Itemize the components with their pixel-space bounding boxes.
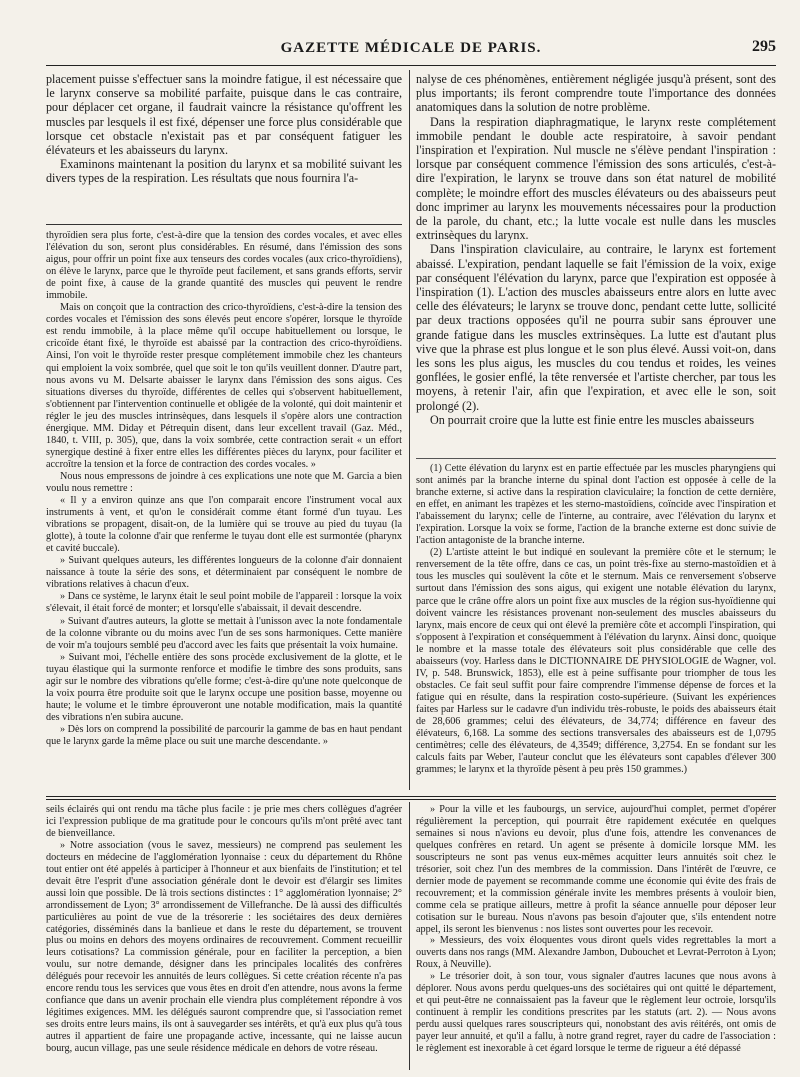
column-rule bbox=[46, 224, 402, 225]
small-paragraph: » Pour la ville et les faubourgs, un service, aujourd'hui complet, permet d'opérer régulièrement la perception, qui pourrait être rapidement exécutée en quelques semaines si nous n'avions eu devoir, plus d'une fois, attendre les convenances de quelques confrères en retard. Un agent se présente à domicile lorsque MM. les souscripteurs ne sont pas venus eux-mêmes acquitter leurs annuités soit chez le trésorier, soit chez l'un des membres de la commission. Dans l'intérêt de l'œuvre, ce dernier mode de payement se recommande comme une économie qui évite des frais de recouvrement; et la commission générale invite les membres présents à vouloir bien, comme cela se pratique ailleurs, mettre à profit la séance annuelle pour déposer leur cotisation sur le bureau. Nous n'avons pas besoin d'ajouter que, s'ils entendent notre appel, ils seront les bienvenus : nos listes sont ouvertes pour les recevoir. bbox=[416, 804, 776, 935]
small-paragraph: » Notre association (vous le savez, messieurs) ne comprend pas seulement les docteurs en médecine de l'agglomération lyonnaise : ceux du département du Rhône tout entier ont été appelés à participer à l'honneur et aux bienfaits de l'institution; et tel devait être l'esprit d'une association générale dont le devoir est d'élargir ses limites aussi loin que possible. De là trois sections distinctes : 1° agglomération lyonnaise; 2° arrondissement de Lyon; 3° arrondissement de Villefranche. De là aussi des difficultés particulières au point de vue de la trésorerie : les sociétaires des deux dernières catégories, disséminés dans la banlieue et dans le reste du département, se trouvent plus ou moins en dehors des moyens ordinaires de recouvrement. Comment recueillir leurs cotisations? La commission générale, pour en faciliter la perception, a bien voulu, sur notre demande, désigner dans les principales localités des confrères délégués pour recevoir les annuités de leurs collègues. Si cette création récente n'a pas encore rendu tous les services que vous êtes en droit d'en attendre, nous avons la ferme confiance que dans un avenir prochain elle viendra plus complétement répondre à vos légitimes exigences. MM. les délégués sauront comprendre que, si l'association remet ses droits entre leurs mains, ils ont à sauvegarder ses intérêts, et qu'à eux plus qu'à tous autres il appartient de faire une propagande active, incessante, qui ne laisse aucun bourg, aucun village, pas une seule résidence médicale en dehors de votre réseau. bbox=[46, 839, 402, 1055]
section-rule bbox=[46, 796, 776, 797]
small-paragraph: seils éclairés qui ont rendu ma tâche plus facile : je prie mes chers collègues d'agréer ici l'expression publique de ma gratitude pour le concours qu'ils m'ont prêté avec tant de bienveillance. bbox=[46, 804, 402, 839]
top-left-small-column bbox=[46, 230, 402, 748]
footnote-rule bbox=[416, 458, 776, 459]
section-rule bbox=[46, 799, 776, 800]
small-paragraph: Nous nous empressons de joindre à ces explications une note que M. Garcia a bien voulu nous remettre : bbox=[46, 470, 402, 494]
body-paragraph: Dans l'inspiration claviculaire, au contraire, le larynx est fortement abaissé. L'expiration, pendant laquelle se fait l'émission de la voix, exige par conséquent l'élévation du larynx, parce que l'expiration est opposée à l'inspiration (1). L'action des muscles abaisseurs entre alors en lutte avec celle des élévateurs; le larynx se trouve donc, pendant cette lutte, sollicité par deux tractions opposées qu'il ne pourra subir sans éprouver une grande fatigue dans les muscles extrinsèques. La lutte est d'autant plus vive que la phrase est plus longue et le son plus élevé. Aussi voit-on, dans les sons les plus aigus, les muscles du cou tendus et roides, les veines gonflées, le gosier enflé, la tête renversée et l'artiste chercher, par tous les moyens, à retenir l'air, afin que l'expiration, et avec elle le son, soit prolongé (2). bbox=[416, 242, 776, 413]
small-paragraph: » Messieurs, des voix éloquentes vous diront quels vides regrettables la mort a ouverts dans nos rangs (MM. Alexandre Jambon, Dubouchet et Levrat-Perroton à Lyon; Roux, à Neuville). bbox=[416, 935, 776, 971]
body-paragraph: placement puisse s'effectuer sans la moindre fatigue, il est nécessaire que le larynx conserve sa mobilité parfaite, puisque dans le cas contraire, pour déplacer cet organe, il faudrait vaincre la résistance qu'offrent les muscles par lesquels il est fixé, dépenser une force plus considérable que lorsque cet obstacle n'existait pas et par conséquent fatiguer les élévateurs et les abaisseurs du larynx. bbox=[46, 72, 402, 158]
page-number: 295 bbox=[752, 38, 776, 55]
body-paragraph: Dans la respiration diaphragmatique, le larynx reste complétement immobile pendant le double acte respiratoire, à savoir pendant l'inspiration et l'expiration. Nul muscle ne s'élève pendant l'inspiration : lorsque par conséquent commence l'émission des sons articulés, c'est-à-dire l'expiration, le larynx se trouve dans son état naturel de mobilité complète; le moindre effort des muscles élévateurs ou des abaisseurs peut donc imprimer au larynx les mouvements nécessaires pour la production de la parole, du chant, etc.; la lutte vocale est nulle dans les muscles extrinsèques du larynx. bbox=[416, 114, 776, 243]
page-header bbox=[46, 40, 776, 62]
header-rule bbox=[46, 65, 776, 66]
small-paragraph: » Dans ce système, le larynx était le seul point mobile de l'appareil : lorsque la voix s'élevait, il était forcé de monter; et lorsqu'elle s'abaissait, il devait descendre. bbox=[46, 591, 402, 615]
small-paragraph: » Suivant quelques auteurs, les différentes longueurs de la colonne d'air donnaient naissance à toute la série des sons, et déterminaient par conséquent le nombre de vibrations relatives à chacun d'eux. bbox=[46, 555, 402, 591]
top-left-body-column bbox=[46, 72, 402, 186]
bottom-left-column bbox=[46, 804, 402, 1055]
small-paragraph: « Il y a environ quinze ans que l'on comparait encore l'instrument vocal aux instruments à vent, et qu'on le considérait comme étant formé d'un tuyau. Les vibrations se propagent, disait-on, de la lumière qui se trouve au pied du tuyau (la glotte), à toute la colonne d'air que renferme le tuyau dont elle est surmontée (pharynx et cavité buccale). bbox=[46, 495, 402, 555]
journal-page bbox=[46, 40, 776, 1070]
top-right-body-column bbox=[416, 72, 776, 427]
small-paragraph: Mais on conçoit que la contraction des crico-thyroïdiens, c'est-à-dire la tension des cordes vocales et l'émission des sons élevés peut encore s'opérer, lorsque le thyroïde est rendu immobile, à la place même qu'il occupe habituellement ou lorsque, le cricoïde étant fixé, le thyroïde est abaissé par la contraction des crico-thyroïdiens. Ainsi, l'on voit le thyroïde rester presque complétement immobile chez les chanteurs qui emploient la voix sombrée, quel que soit le ton qu'ils veuillent donner. D'autre part, nous avons vu M. Delsarte abaisser le larynx dans l'émission des sons aigus. Ces situations diverses du thyroïde, différentes de celles qui s'observent habituellement, s'obtiennent par l'intervention continuelle et obligée de la volonté, qui doit maintenir et régler le jeu des muscles intrinsèques, dans lesquels il s'opère alors une contraction énergique. MM. Diday et Pétrequin disent, dans leur excellent travail (Gaz. Méd., 1840, t. VIII, p. 305), que, dans la voix sombrée, cette contraction serait « un effort synergique destiné à fixer entre elles les différentes pièces du larynx, pour faciliter et accroître la tension et la force de contraction des cordes vocales. » bbox=[46, 302, 402, 470]
journal-title: GAZETTE MÉDICALE DE PARIS. bbox=[280, 40, 542, 56]
column-separator bbox=[409, 70, 410, 790]
footnote: (1) Cette élévation du larynx est en partie effectuée par les muscles pharyngiens qui sont animés par la branche interne du spinal dont l'action est opposée à celle de la branche externe, si active dans la respiration claviculaire; la fonction de cette dernière, en effet, en animant les trapèzes et les sterno-mastoïdiens, coïncide avec l'inspiration et l'abaissement du larynx; celle de l'interne, au contraire, avec l'élévation du larynx et l'expiration. Lorsque la voix se forme, l'action de la branche externe est donc suivie de l'action antagoniste de la branche interne. bbox=[416, 463, 776, 547]
footnote: (2) L'artiste atteint le but indiqué en soulevant la première côte et le sternum; le renversement de la tête offre, dans ce cas, un point très-fixe au sterno-mastoïdien et à tous les muscles qui soulèvent la côte et le sternum. Mais ce renversement s'observe surtout dans l'émission des sons aigus, qui exigent une notable élévation du larynx, parce que le crâne offre alors un point fixe aux muscles de la région sus-hyoïdienne qui doivent vaincre les résistances provenant non-seulement des muscles abaisseurs du larynx, mais encore de ceux qui ont élevé la première côte et accompli l'inspiration, qui s'opposent à l'expiration et conséquemment à l'élévation du larynx. Ainsi donc, quoique le nombre et la masse totale des élévateurs soit plus considérable que celle des abaisseurs (voy. Harless dans le DICTIONNAIRE DE PHYSIOLOGIE de Wagner, vol. IV, p. 548. Brunswick, 1853), elle est à peine suffisante pour triompher de tous les obstacles. Ce fait seul suffit pour faire comprendre l'immense dépense de forces et la fatigue qui en résulte, dans la respiration costo-supérieure. (Suivant les expériences faites par Harless sur le cadavre d'un individu très-robuste, le poids des abaisseurs était de 28,606 grammes; celui des élévateurs, de 34,774; différence en faveur des élévateurs, 6,168. La somme des sections transversales des abaisseurs est de 1,0795 centimètres; celle des élévateurs, de 4,3549; différence, 3,2754. En se fondant sur les calculs faits par Weber, l'auteur conclut que les élévateurs sont capables d'élever 300 grammes; le larynx et la thyroïde pèsent à peu près 150 grammes.) bbox=[416, 547, 776, 776]
small-paragraph: thyroïdien sera plus forte, c'est-à-dire que la tension des cordes vocales, et avec elles l'élévation du son, seront plus considérables. En résumé, dans l'émission des sons aigus, pour offrir un point fixe aux tenseurs des cordes vocales (aux crico-thyroïdiens), on élève le larynx, parce que le thyroïde peut facilement, et sans grands efforts, servir de point fixe, à cause de la grande quantité des muscles qui peuvent le rendre immobile. bbox=[46, 230, 402, 302]
small-paragraph: » Dès lors on comprend la possibilité de parcourir la gamme de bas en haut pendant que le larynx garde la même place ou suit une marche descendante. » bbox=[46, 723, 402, 747]
small-paragraph: » Suivant d'autres auteurs, la glotte se mettait à l'unisson avec la note fondamentale de la colonne vibrante ou du moins avec l'un de ses sons harmoniques. Cette manière de voir m'a toujours semblé peu d'accord avec les faits que présentait la voix humaine. bbox=[46, 615, 402, 651]
body-paragraph: Examinons maintenant la position du larynx et sa mobilité suivant les divers types de la respiration. Les résultats que nous fournira l'a- bbox=[46, 157, 402, 186]
footnotes-column bbox=[416, 463, 776, 776]
bottom-right-column bbox=[416, 804, 776, 1055]
small-paragraph: » Suivant moi, l'échelle entière des sons procède exclusivement de la glotte, et le tuyau élastique qui la surmonte renforce et modifie le timbre des sons produits, sans agir sur le nombre des vibrations qu'elle forme; c'est-à-dire qu'une note quelconque de la voix pourra être produite soit que le larynx occupe une position basse, moyenne ou haute; le volume et le timbre éprouveront une notable modification, mais la quantité des vibrations n'en subira aucune. bbox=[46, 651, 402, 723]
body-paragraph: nalyse de ces phénomènes, entièrement négligée jusqu'à présent, sont des plus importants; ils feront comprendre toute l'importance des données anatomiques dans la solution de notre problème. bbox=[416, 72, 776, 115]
column-separator bbox=[409, 802, 410, 1070]
small-paragraph: » Le trésorier doit, à son tour, vous signaler d'autres lacunes que nous avons à déplorer. Nous avons perdu quelques-uns des sociétaires qui ont quitté le département, et qui peut-être ne connaissaient pas la faveur que le règlement leur octroie, lorsqu'ils continuent à remplir les conditions prescrites par les statuts (art. 2). — Nous avons perdu aussi quelques rares souscripteurs qui, nonobstant des avis réitérés, ont omis de payer leur annuité, et qu'il a fallu, à notre grand regret, rayer du cadre de l'association : le règlement est inexorable à cet égard lorsque le terme de rigueur a été dépassé bbox=[416, 971, 776, 1055]
body-paragraph: On pourrait croire que la lutte est finie entre les muscles abaisseurs bbox=[430, 412, 755, 427]
